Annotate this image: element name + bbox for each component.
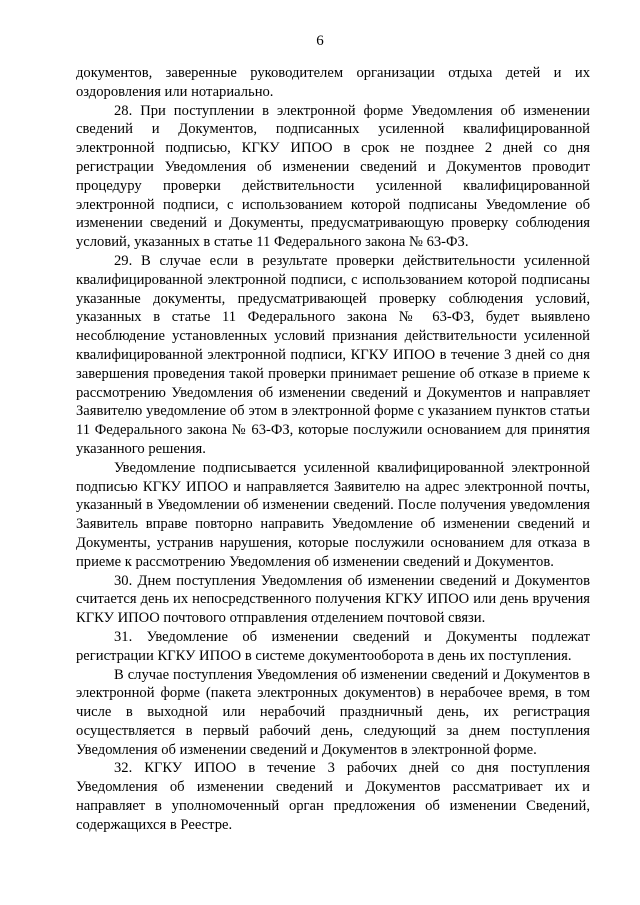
paragraph-29: 29. В случае если в результате проверки действительности усиленной квалифицированной электронной подписи, с использованием которой подписаны указанные документы, предусматривающей проверку соблюдения условий, указанных в статье 11 Федерального закона № 63-ФЗ, будет выявлено несоблюдение установленных условий признания действительности усиленной квалифицированной электронной подписи, КГКУ ИПОО в течение 3 дней со дня завершения проведения такой проверки принимает решение об отказе в приеме к рассмотрению Уведомления об изменении сведений и Документов и направляет Заявителю уведомление об этом в электронной форме с указанием пунктов статьи 11 Федерального закона № 63-ФЗ, которые послужили основанием для принятия указанного решения. (76, 252, 590, 457)
paragraph-continuation: документов, заверенные руководителем организации отдыха детей и их оздоровления или нотариально. (76, 65, 590, 100)
paragraph-32: 32. КГКУ ИПОО в течение 3 рабочих дней со дня поступления Уведомления об изменении сведений и Документов рассматривает их и направляет в уполномоченный орган предложения об изменении Сведений, содержащихся в Реестре. (76, 760, 590, 833)
paragraph-29-notice: Уведомление подписывается усиленной квалифицированной электронной подписью КГКУ ИПОО и направляется Заявителю на адрес электронной почты, указанный в Уведомлении об изменении сведений. После получения уведомления Заявитель вправе повторно направить Уведомление об изменении сведений и Документы, устранив нарушения, которые послужили основанием для отказа в приеме к рассмотрению Уведомления об изменении сведений и Документов. (76, 459, 590, 570)
paragraph-28: 28. При поступлении в электронной форме Уведомления об изменении сведений и Документов, подписанных усиленной квалифицированной электронной подписью, КГКУ ИПОО в срок не позднее 2 дней со дня регистрации Уведомления об изменении сведений и Документов проводит процедуру проверки действительности усиленной квалифицированной электронной подписи, с использованием которой подписаны Уведомление об изменении сведений и Документы, предусматривающую проверку соблюдения условий, указанных в статье 11 Федерального закона № 63-ФЗ. (76, 102, 590, 251)
paragraph-31-electronic: В случае поступления Уведомления об изменении сведений и Документов в электронной форме (пакета электронных документов) в нерабочее время, в том числе в выходной или нерабочий праздничный день, их регистрация осуществляется в первый рабочий день, следующий за днем поступления Уведомления об изменении сведений и Документов в электронной форме. (76, 666, 590, 758)
document-body (76, 64, 590, 835)
paragraph-31: 31. Уведомление об изменении сведений и Документы подлежат регистрации КГКУ ИПОО в системе документооборота в день их поступления. (76, 628, 590, 664)
paragraph-30: 30. Днем поступления Уведомления об изменении сведений и Документов считается день их непосредственного получения КГКУ ИПОО или день вручения КГКУ ИПОО почтового отправления отделением почтовой связи. (76, 572, 590, 627)
page-number: 6 (316, 33, 324, 49)
